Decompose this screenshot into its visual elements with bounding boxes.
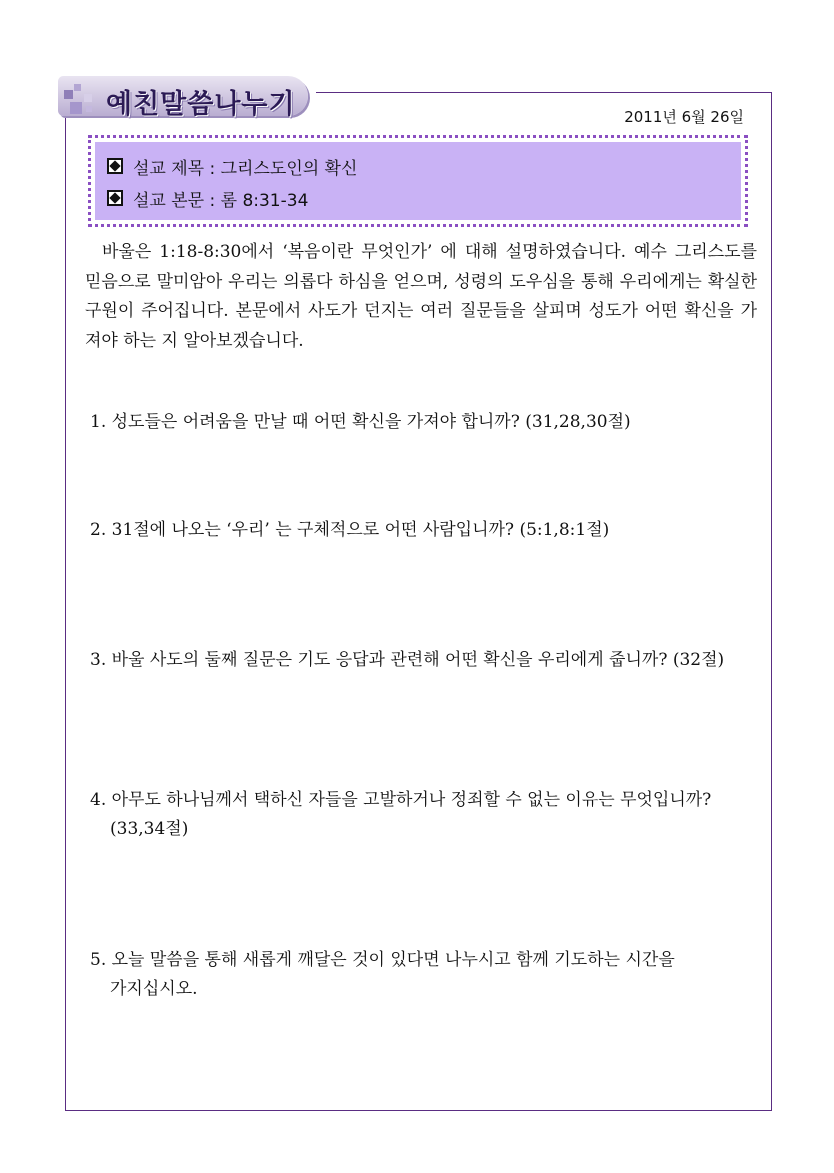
question-text: 4. 아무도 하나님께서 택하신 자들을 고발하거나 정죄할 수 없는 이유는 무엇입니까? <box>90 790 712 810</box>
question-2 <box>90 516 762 545</box>
decorative-icon <box>62 80 100 118</box>
diamond-bullet-icon <box>107 158 123 174</box>
question-text: 5. 오늘 말씀을 통해 새롭게 깨달은 것이 있다면 나누시고 함께 기도하는 시간을 <box>90 950 675 970</box>
date-label: 2011년 6월 26일 <box>624 108 744 126</box>
sermon-info-box <box>88 135 748 227</box>
question-text-continued: 가지십시오. <box>110 979 198 999</box>
question-4 <box>90 786 762 844</box>
header-tab <box>58 72 316 118</box>
intro-paragraph: 바울은 1:18-8:30에서 ‘복음이란 무엇인가’ 에 대해 설명하였습니다. 예수 그리스도를 믿음으로 말미암아 우리는 의롭다 하심을 얻으며, 성령의 도우심을 통해 우리에게는 확실한 구원이 주어집니다. 본문에서 사도가 던지는 여러 질문들을 살피며 성도가 어떤 확신을 가져야 하는 지 알아보겠습니다. <box>85 242 757 351</box>
question-1 <box>90 408 762 437</box>
sermon-title: 설교 제목 : 그리스도인의 확신 <box>133 158 358 179</box>
diamond-bullet-icon <box>107 190 123 206</box>
sermon-text: 설교 본문 : 롬 8:31-34 <box>133 190 309 211</box>
question-text: 2. 31절에 나오는 ‘우리’ 는 구체적으로 어떤 사람입니까? (5:1,8:1절) <box>90 520 610 540</box>
sermon-title-row <box>107 150 729 182</box>
header-banner <box>58 76 308 120</box>
question-3 <box>90 646 762 675</box>
question-text-continued: (33,34절) <box>110 819 189 839</box>
question-text: 1. 성도들은 어려움을 만날 때 어떤 확신을 가져야 합니까? (31,28,30절) <box>90 412 631 432</box>
page-title: 예친말씀나누기 <box>106 89 296 120</box>
sermon-text-row <box>107 182 729 214</box>
sermon-info-inner <box>95 142 741 220</box>
question-5 <box>90 946 762 1004</box>
question-text: 3. 바울 사도의 둘째 질문은 기도 응답과 관련해 어떤 확신을 우리에게 줍니까? (32절) <box>90 650 725 670</box>
